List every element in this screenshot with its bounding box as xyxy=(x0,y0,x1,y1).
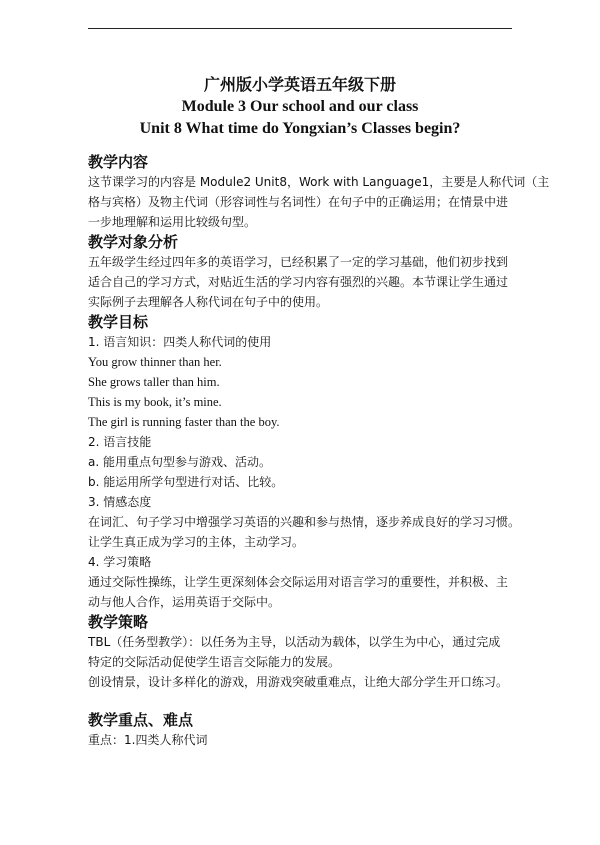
keypoint-line: 重点：1.四类人称代词 xyxy=(88,733,208,747)
paragraph-line: 格与宾格）及物主代词（形容词性与名词性）在句子中的正确运用；在情景中进 xyxy=(88,195,509,209)
skill-line-b: b. 能运用所学句型进行对话、比较。 xyxy=(88,475,284,489)
paragraph-line: 适合自己的学习方式，对贴近生活的学习内容有强烈的兴趣。本节课让学生通过 xyxy=(88,275,509,289)
section-heading-content: 教学内容 xyxy=(88,153,149,171)
paragraph-line: 在词汇、句子学习中增强学习英语的兴趣和参与热情，逐步养成良好的学习习惯。 xyxy=(88,515,521,529)
module-title: Module 3 Our school and our class xyxy=(181,98,419,115)
document-body xyxy=(88,152,550,750)
paragraph-line: 特定的交际活动促使学生语言交际能力的发展。 xyxy=(88,655,341,669)
example-sentence: The girl is running faster than the boy. xyxy=(88,415,280,429)
paragraph-line: 一步地理解和运用比较级句型。 xyxy=(88,215,257,229)
paragraph-line: 创设情景，设计多样化的游戏，用游戏突破重难点，让绝大部分学生开口练习。 xyxy=(88,675,509,689)
paragraph-line: 实际例子去理解各人称代词在句子中的使用。 xyxy=(88,295,329,309)
paragraph-line: 这节课学习的内容是 Module2 Unit8，Work with Language1，主要是人称代词（主 xyxy=(88,175,550,189)
example-sentence: This is my book, it’s mine. xyxy=(88,395,222,409)
example-sentence: You grow thinner than her. xyxy=(88,355,222,369)
section-heading-keypoints: 教学重点、难点 xyxy=(88,711,194,729)
title-block xyxy=(88,74,512,140)
goal-item-attitude: 3. 情感态度 xyxy=(88,495,152,509)
paragraph-line: 通过交际性操练，让学生更深刻体会交际运用对语言学习的重要性，并积极、主 xyxy=(88,575,509,589)
unit-title: Unit 8 What time do Yongxian’s Classes begin? xyxy=(139,120,461,137)
example-sentence: She grows taller than him. xyxy=(88,375,220,389)
paragraph-line: 五年级学生经过四年多的英语学习，已经积累了一定的学习基础，他们初步找到 xyxy=(88,255,509,269)
section-heading-analysis: 教学对象分析 xyxy=(88,233,179,251)
skill-line-a: a. 能用重点句型参与游戏、活动。 xyxy=(88,455,271,469)
goal-item-skills: 2. 语言技能 xyxy=(88,435,152,449)
paragraph-line: 让学生真正成为学习的主体，主动学习。 xyxy=(88,535,305,549)
section-spacer xyxy=(88,692,528,710)
document-title: 广州版小学英语五年级下册 xyxy=(203,75,396,94)
goal-item-strategy: 4. 学习策略 xyxy=(88,555,152,569)
header-rule xyxy=(88,28,512,29)
section-heading-strategies: 教学策略 xyxy=(88,613,149,631)
section-heading-goals: 教学目标 xyxy=(88,313,149,331)
paragraph-line: 动与他人合作，运用英语于交际中。 xyxy=(88,595,281,609)
goal-item-knowledge: 1. 语言知识：四类人称代词的使用 xyxy=(88,335,272,349)
paragraph-line: TBL（任务型教学）：以任务为主导，以活动为载体，以学生为中心，通过完成 xyxy=(88,635,501,649)
